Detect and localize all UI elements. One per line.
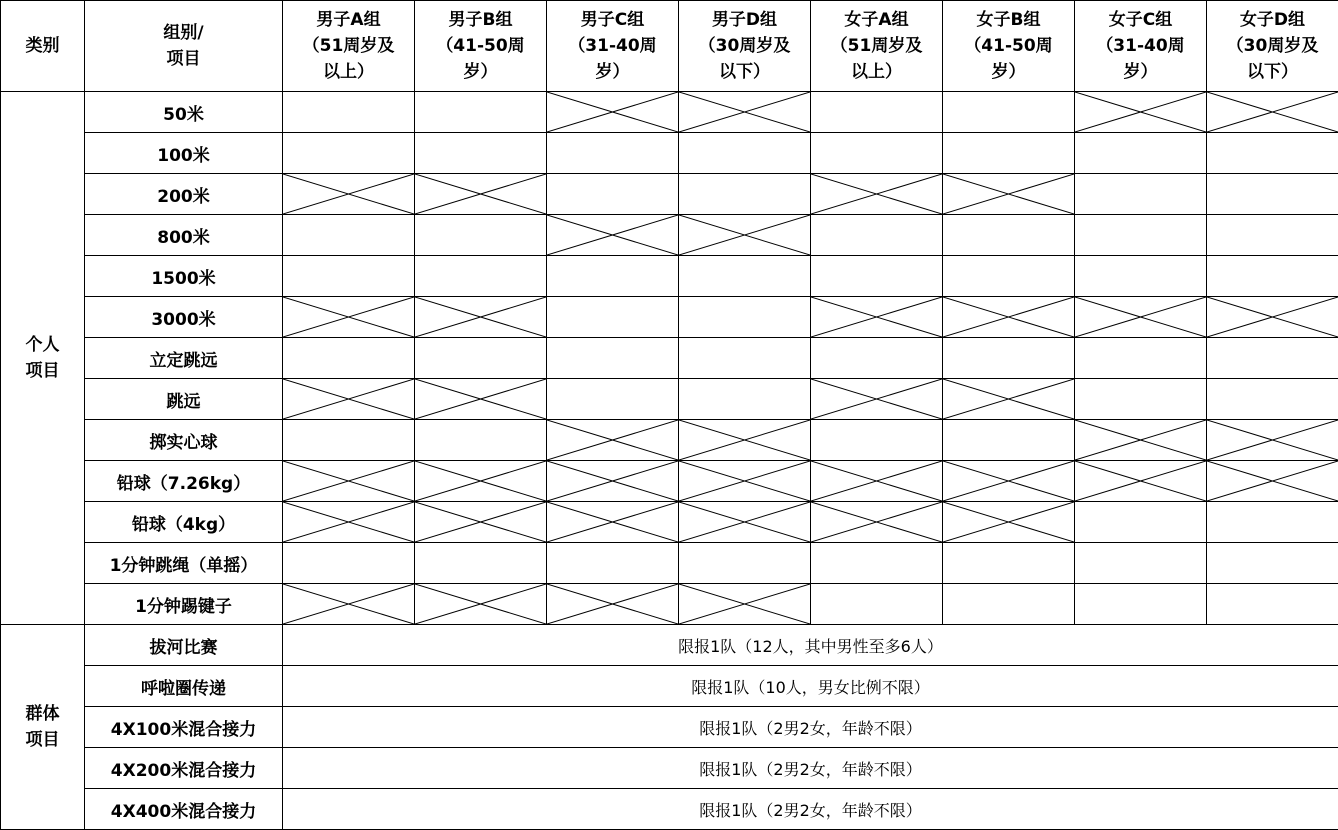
cell-entry[interactable]: [547, 379, 679, 420]
header-category: 类别: [1, 1, 85, 92]
cell-entry[interactable]: [1207, 379, 1338, 420]
cell-not-applicable: [811, 379, 943, 420]
cell-entry[interactable]: [943, 256, 1075, 297]
table-row: [1, 256, 1338, 297]
cell-not-applicable: [547, 584, 679, 625]
event-name: [85, 707, 283, 748]
event-name: [85, 543, 283, 584]
cell-entry[interactable]: [943, 543, 1075, 584]
cell-entry[interactable]: [811, 543, 943, 584]
not-applicable-x-icon: [1207, 461, 1338, 501]
cell-entry[interactable]: [943, 133, 1075, 174]
cell-not-applicable: [943, 461, 1075, 502]
cell-not-applicable: [943, 297, 1075, 338]
cell-entry[interactable]: [1207, 584, 1338, 625]
group-event-note: [283, 748, 1338, 789]
not-applicable-x-icon: [679, 215, 810, 255]
not-applicable-x-icon: [811, 297, 942, 337]
not-applicable-x-icon: [547, 420, 678, 460]
not-applicable-x-icon: [415, 502, 546, 542]
cell-entry[interactable]: [415, 133, 547, 174]
header-men-a: 男子A组 （51周岁及 以上）: [283, 1, 415, 92]
cell-entry[interactable]: [415, 420, 547, 461]
table-row: [1, 215, 1338, 256]
not-applicable-x-icon: [415, 297, 546, 337]
cell-entry[interactable]: [283, 256, 415, 297]
table-row: [1, 338, 1338, 379]
header-row: [1, 1, 1338, 92]
cell-not-applicable: [811, 502, 943, 543]
cell-not-applicable: [547, 215, 679, 256]
table-row: [1, 420, 1338, 461]
group-event-note: [283, 707, 1338, 748]
event-name: [85, 666, 283, 707]
cell-entry[interactable]: [547, 256, 679, 297]
not-applicable-x-icon: [415, 584, 546, 624]
table-row: [1, 461, 1338, 502]
cell-entry[interactable]: [283, 215, 415, 256]
event-name: [85, 625, 283, 666]
event-name: [85, 789, 283, 830]
cell-not-applicable: [1207, 420, 1338, 461]
cell-not-applicable: [547, 502, 679, 543]
cell-not-applicable: [811, 297, 943, 338]
cell-entry[interactable]: [283, 338, 415, 379]
header-women-a: 女子A组 （51周岁及 以上）: [811, 1, 943, 92]
group-event-note: [283, 789, 1338, 830]
cell-not-applicable: [283, 174, 415, 215]
cell-not-applicable: [547, 92, 679, 133]
cell-text: 4X400米混合接力: [110, 801, 257, 822]
cell-text: 1分钟踢键子: [135, 596, 232, 617]
table-row: [1, 502, 1338, 543]
cell-entry[interactable]: [1075, 379, 1207, 420]
cell-not-applicable: [547, 420, 679, 461]
cell-entry[interactable]: [1207, 215, 1338, 256]
table-row: [1, 707, 1338, 748]
event-name: [85, 748, 283, 789]
cell-not-applicable: [679, 502, 811, 543]
not-applicable-x-icon: [1075, 92, 1206, 132]
cell-entry[interactable]: [943, 584, 1075, 625]
cell-text: 掷实心球: [149, 432, 218, 453]
cell-entry[interactable]: [679, 338, 811, 379]
cell-entry[interactable]: [811, 256, 943, 297]
not-applicable-x-icon: [283, 297, 414, 337]
not-applicable-x-icon: [283, 502, 414, 542]
cell-not-applicable: [283, 502, 415, 543]
header-women-b: 女子B组 （41-50周 岁）: [943, 1, 1075, 92]
cell-entry[interactable]: [679, 174, 811, 215]
not-applicable-x-icon: [547, 461, 678, 501]
cell-entry[interactable]: [943, 420, 1075, 461]
cell-entry[interactable]: [943, 338, 1075, 379]
cell-entry[interactable]: [811, 133, 943, 174]
not-applicable-x-icon: [943, 297, 1074, 337]
cell-text: 立定跳远: [149, 350, 218, 371]
event-name: [85, 174, 283, 215]
cell-text: 4X100米混合接力: [110, 719, 257, 740]
table-row: [1, 789, 1338, 830]
cell-not-applicable: [547, 461, 679, 502]
cell-entry[interactable]: [547, 174, 679, 215]
table-row: [1, 666, 1338, 707]
table-row: [1, 625, 1338, 666]
cell-not-applicable: [283, 379, 415, 420]
cell-text: 200米: [157, 186, 210, 207]
cell-not-applicable: [1075, 92, 1207, 133]
cell-text: 50米: [163, 104, 204, 125]
cell-entry[interactable]: [1075, 215, 1207, 256]
cell-entry[interactable]: [679, 379, 811, 420]
table-row: [1, 174, 1338, 215]
cell-entry[interactable]: [811, 420, 943, 461]
cell-not-applicable: [1207, 92, 1338, 133]
cell-text: 4X200米混合接力: [110, 760, 257, 781]
not-applicable-x-icon: [1207, 92, 1338, 132]
cell-text: 呼啦圈传递: [141, 678, 226, 699]
cell-entry[interactable]: [415, 256, 547, 297]
cell-entry[interactable]: [283, 420, 415, 461]
cell-text: 限报1队（2男2女，年龄不限）: [699, 759, 922, 779]
event-name: [85, 461, 283, 502]
cell-not-applicable: [811, 461, 943, 502]
cell-entry[interactable]: [547, 133, 679, 174]
event-name: [85, 379, 283, 420]
cell-entry[interactable]: [1075, 502, 1207, 543]
cell-entry[interactable]: [943, 215, 1075, 256]
cell-text: 800米: [157, 227, 210, 248]
cell-text: 限报1队（2男2女，年龄不限）: [699, 718, 922, 738]
event-name: [85, 502, 283, 543]
not-applicable-x-icon: [679, 420, 810, 460]
not-applicable-x-icon: [943, 461, 1074, 501]
cell-not-applicable: [415, 174, 547, 215]
cell-entry[interactable]: [283, 543, 415, 584]
cell-not-applicable: [415, 584, 547, 625]
not-applicable-x-icon: [1207, 297, 1338, 337]
cell-not-applicable: [283, 297, 415, 338]
cell-entry[interactable]: [1075, 174, 1207, 215]
cell-entry[interactable]: [1207, 338, 1338, 379]
cell-text: 100米: [157, 145, 210, 166]
cell-text: 3000米: [151, 309, 216, 330]
header-women-c: 女子C组 （31-40周 岁）: [1075, 1, 1207, 92]
not-applicable-x-icon: [679, 92, 810, 132]
not-applicable-x-icon: [1075, 461, 1206, 501]
not-applicable-x-icon: [283, 379, 414, 419]
not-applicable-x-icon: [679, 584, 810, 624]
category-group: [1, 625, 85, 830]
cell-entry[interactable]: [1075, 256, 1207, 297]
event-name: [85, 338, 283, 379]
not-applicable-x-icon: [283, 174, 414, 214]
cell-not-applicable: [679, 420, 811, 461]
cell-not-applicable: [679, 215, 811, 256]
table-row: [1, 379, 1338, 420]
not-applicable-x-icon: [811, 379, 942, 419]
cell-entry[interactable]: [679, 297, 811, 338]
cell-text: 限报1队（2男2女，年龄不限）: [699, 800, 922, 820]
cell-entry[interactable]: [547, 543, 679, 584]
not-applicable-x-icon: [283, 461, 414, 501]
event-name: [85, 256, 283, 297]
not-applicable-x-icon: [415, 174, 546, 214]
cell-entry[interactable]: [1075, 543, 1207, 584]
event-name: [85, 420, 283, 461]
not-applicable-x-icon: [1075, 420, 1206, 460]
cell-entry[interactable]: [415, 543, 547, 584]
not-applicable-x-icon: [283, 584, 414, 624]
cell-entry[interactable]: [547, 297, 679, 338]
not-applicable-x-icon: [415, 461, 546, 501]
event-name: [85, 133, 283, 174]
not-applicable-x-icon: [943, 379, 1074, 419]
cell-not-applicable: [1075, 461, 1207, 502]
event-name: [85, 215, 283, 256]
not-applicable-x-icon: [811, 502, 942, 542]
cell-entry[interactable]: [1207, 502, 1338, 543]
cell-not-applicable: [943, 379, 1075, 420]
table-row: [1, 133, 1338, 174]
cell-not-applicable: [1075, 297, 1207, 338]
not-applicable-x-icon: [811, 174, 942, 214]
cell-entry[interactable]: [1075, 584, 1207, 625]
header-men-c: 男子C组 （31-40周 岁）: [547, 1, 679, 92]
cell-not-applicable: [811, 174, 943, 215]
not-applicable-x-icon: [415, 379, 546, 419]
cell-text: 1分钟跳绳（单摇）: [109, 555, 258, 576]
cell-text: 限报1队（12人，其中男性至多6人）: [678, 636, 943, 656]
not-applicable-x-icon: [943, 502, 1074, 542]
cell-entry[interactable]: [415, 338, 547, 379]
table-row: [1, 92, 1338, 133]
cell-entry[interactable]: [1207, 256, 1338, 297]
cell-entry[interactable]: [811, 338, 943, 379]
cell-entry[interactable]: [1075, 133, 1207, 174]
not-applicable-x-icon: [679, 502, 810, 542]
not-applicable-x-icon: [1075, 297, 1206, 337]
not-applicable-x-icon: [1207, 420, 1338, 460]
cell-not-applicable: [679, 461, 811, 502]
cell-not-applicable: [1207, 461, 1338, 502]
cell-text: 铅球（4kg）: [131, 514, 236, 535]
table-row: [1, 543, 1338, 584]
table-row: [1, 297, 1338, 338]
cell-entry[interactable]: [679, 256, 811, 297]
not-applicable-x-icon: [679, 461, 810, 501]
cell-entry[interactable]: [679, 543, 811, 584]
table-row: [1, 748, 1338, 789]
cell-entry[interactable]: [679, 133, 811, 174]
cell-entry[interactable]: [1207, 174, 1338, 215]
header-women-d: 女子D组 （30周岁及 以下）: [1207, 1, 1338, 92]
cell-entry[interactable]: [1207, 133, 1338, 174]
event-name: [85, 297, 283, 338]
cell-text: 拔河比赛: [149, 637, 218, 658]
not-applicable-x-icon: [547, 215, 678, 255]
cell-not-applicable: [283, 461, 415, 502]
event-name: [85, 92, 283, 133]
cell-text: 1500米: [151, 268, 216, 289]
event-name: [85, 584, 283, 625]
cell-not-applicable: [415, 379, 547, 420]
cell-entry[interactable]: [415, 215, 547, 256]
cell-not-applicable: [1207, 297, 1338, 338]
group-event-note: [283, 625, 1338, 666]
cell-text: 限报1队（10人，男女比例不限）: [691, 677, 930, 697]
cell-not-applicable: [415, 297, 547, 338]
cell-entry[interactable]: [547, 338, 679, 379]
group-event-note: [283, 666, 1338, 707]
cell-not-applicable: [679, 584, 811, 625]
cell-not-applicable: [415, 502, 547, 543]
cell-text: 群体 项目: [25, 704, 60, 750]
category-individual: [1, 92, 85, 625]
cell-entry[interactable]: [811, 215, 943, 256]
cell-text: 跳远: [166, 391, 201, 412]
header-men-d: 男子D组 （30周岁及 以下）: [679, 1, 811, 92]
cell-text: 个人 项目: [25, 335, 60, 381]
cell-entry[interactable]: [811, 92, 943, 133]
header-men-b: 男子B组 （41-50周 岁）: [415, 1, 547, 92]
cell-not-applicable: [679, 92, 811, 133]
not-applicable-x-icon: [811, 461, 942, 501]
not-applicable-x-icon: [547, 584, 678, 624]
cell-entry[interactable]: [811, 584, 943, 625]
cell-entry[interactable]: [1207, 543, 1338, 584]
cell-text: 铅球（7.26kg）: [116, 473, 251, 494]
cell-entry[interactable]: [283, 133, 415, 174]
cell-not-applicable: [1075, 420, 1207, 461]
cell-not-applicable: [943, 174, 1075, 215]
not-applicable-x-icon: [547, 92, 678, 132]
cell-not-applicable: [415, 461, 547, 502]
table-row: [1, 584, 1338, 625]
not-applicable-x-icon: [547, 502, 678, 542]
cell-entry[interactable]: [283, 92, 415, 133]
cell-not-applicable: [283, 584, 415, 625]
cell-not-applicable: [943, 502, 1075, 543]
cell-entry[interactable]: [943, 92, 1075, 133]
header-group: 组别/ 项目: [85, 1, 283, 92]
cell-entry[interactable]: [1075, 338, 1207, 379]
not-applicable-x-icon: [943, 174, 1074, 214]
cell-entry[interactable]: [415, 92, 547, 133]
